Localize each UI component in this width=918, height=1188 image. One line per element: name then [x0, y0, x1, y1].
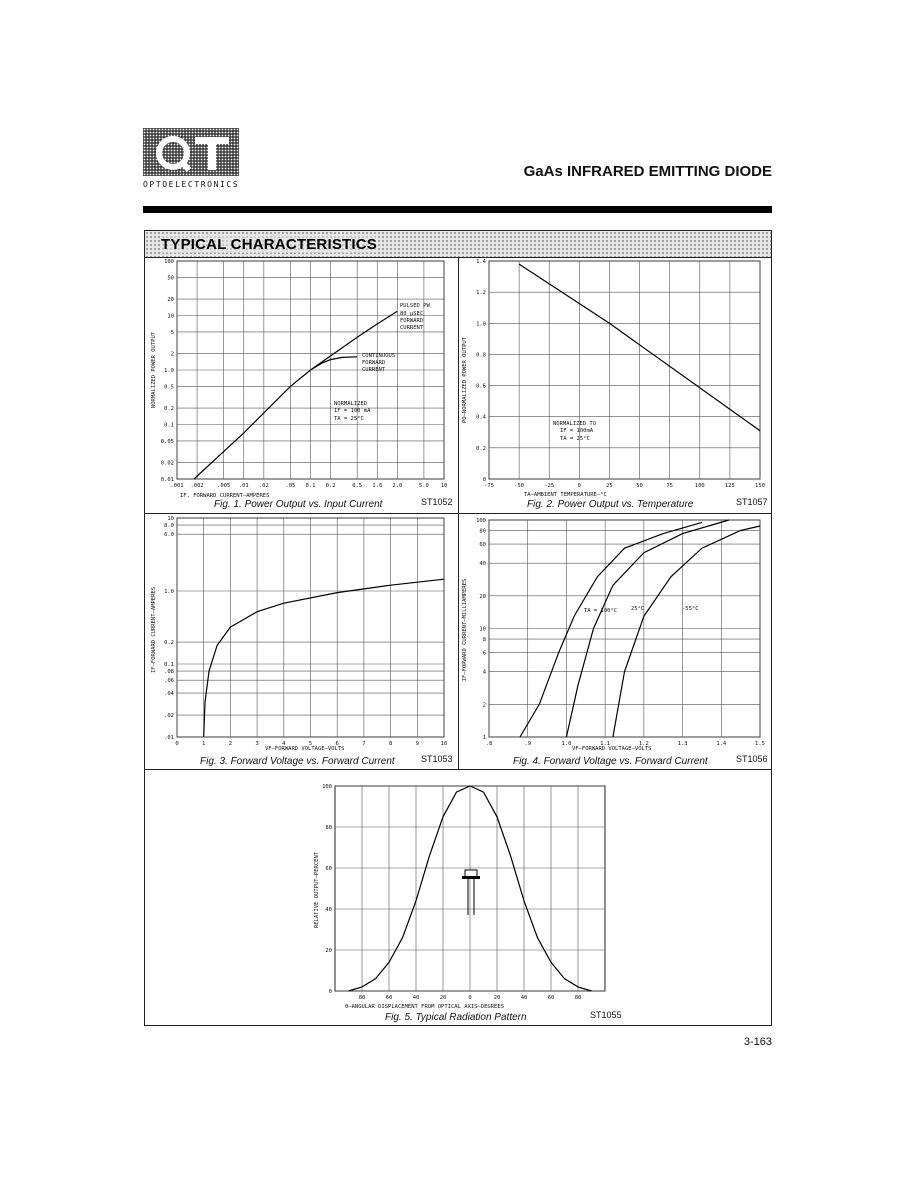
figure-4-code: ST1056	[736, 754, 768, 764]
y-tick-label: 100	[476, 518, 486, 524]
figure-3-caption: Fig. 3. Forward Voltage vs. Forward Current	[200, 756, 395, 767]
diode-outline-part	[462, 876, 480, 879]
x-tick-label: .9	[524, 741, 532, 747]
y-tick-label: 100	[164, 259, 174, 265]
y-tick-label: .01	[164, 735, 174, 741]
y-tick-label: 80	[479, 528, 486, 535]
y-tick-label: 0.8	[476, 352, 486, 359]
x-tick-label: .8	[485, 741, 493, 747]
x-tick-label: -50	[514, 483, 525, 489]
chart-annotation: FORWARD	[400, 318, 424, 324]
chart-annotation: NORMALIZED	[334, 401, 368, 407]
section-title: TYPICAL CHARACTERISTICS	[161, 236, 377, 253]
x-tick-label: 1.4	[716, 741, 727, 747]
chart-annotation: FORWARD	[362, 360, 386, 366]
x-tick-label: 8	[388, 741, 393, 747]
y-tick-label: 0	[482, 477, 486, 483]
x-tick-label: 0	[175, 741, 179, 747]
x-tick-label: -25	[544, 483, 555, 489]
y-tick-label: 0.6	[476, 383, 486, 390]
y-tick-label: 1.0	[476, 321, 486, 328]
x-tick-label: 6	[335, 741, 339, 747]
figure-5-code: ST1055	[590, 1010, 622, 1020]
x-tick-label: .001	[170, 483, 184, 489]
y-tick-label: 2	[482, 702, 486, 709]
x-tick-label: .05	[285, 483, 296, 489]
y-tick-label: 20	[479, 593, 486, 600]
x-tick-label: .01	[238, 483, 249, 489]
x-tick-label: 40	[520, 995, 528, 1001]
y-tick-label: 0.2	[164, 640, 174, 647]
x-tick-label: 0	[468, 995, 472, 1001]
x-tick-label: .02	[258, 483, 269, 489]
figure-3-code: ST1053	[421, 754, 453, 764]
figure-1-caption: Fig. 1. Power Output vs. Input Current	[214, 499, 383, 510]
figure-5-caption: Fig. 5. Typical Radiation Pattern	[385, 1012, 527, 1023]
x-tick-label: 1.3	[677, 741, 688, 747]
x-tick-label: 50	[636, 483, 643, 489]
y-axis-label: PO–NORMALIZED POWER OUTPUT	[462, 336, 468, 424]
x-tick-label: 7	[362, 741, 366, 747]
x-tick-label: 10	[440, 483, 448, 489]
y-tick-label: 20	[325, 948, 332, 954]
series-label: TA = 100°C	[584, 608, 618, 614]
chart-annotation: CURRENT	[400, 325, 424, 331]
x-tick-label: 40	[412, 995, 420, 1001]
y-tick-label: 1.4	[476, 259, 486, 265]
chart-annotation: 80 μSEC	[400, 311, 424, 317]
x-tick-label: 100	[694, 483, 705, 489]
y-tick-label: 100	[322, 784, 332, 790]
y-axis-label: RELATIVE OUTPUT–PERCENT	[314, 851, 320, 929]
figure-4-caption: Fig. 4. Forward Voltage vs. Forward Current	[513, 756, 708, 767]
y-tick-label: 0	[328, 989, 332, 995]
x-tick-label: 3	[255, 741, 259, 747]
x-axis-label: TA–AMBIENT TEMPERATURE–°C	[524, 492, 607, 498]
y-tick-label: 8.0	[164, 523, 174, 530]
x-tick-label: 1.0	[372, 483, 383, 489]
y-tick-label: 6	[482, 650, 486, 657]
y-tick-label: 40	[479, 561, 486, 568]
y-tick-label: 0.5	[164, 384, 174, 391]
x-tick-label: 1	[202, 741, 206, 747]
y-tick-label: 0.05	[160, 438, 174, 445]
y-tick-label: 50	[167, 275, 174, 282]
chart-annotation: IF = 100mA	[560, 428, 594, 434]
x-tick-label: 60	[385, 995, 393, 1001]
x-tick-label: 0.5	[352, 483, 363, 489]
y-tick-label: .06	[164, 678, 174, 685]
y-tick-label: 0.01	[160, 477, 174, 483]
y-tick-label: 1	[482, 735, 486, 741]
figure-2-caption: Fig. 2. Power Output vs. Temperature	[527, 499, 694, 510]
y-tick-label: 4	[482, 669, 486, 676]
chart-annotation: IF = 100 mA	[334, 408, 371, 414]
y-tick-label: .04	[164, 691, 174, 698]
y-tick-label: .08	[164, 669, 174, 676]
x-tick-label: 80	[574, 995, 582, 1001]
x-tick-label: 2.0	[392, 483, 403, 489]
x-tick-label: 80	[358, 995, 366, 1001]
y-tick-label: 60	[325, 866, 332, 872]
y-tick-label: 0.2	[164, 406, 174, 413]
x-tick-label: 75	[666, 483, 673, 489]
chart-annotation: CONTINUOUS	[362, 353, 396, 359]
x-tick-label: 150	[755, 483, 765, 489]
x-axis-label: θ–ANGULAR DISPLACEMENT FROM OPTICAL AXIS–DEGREES	[345, 1004, 504, 1010]
x-tick-label: 0	[577, 483, 581, 489]
page-number: 3-163	[743, 1036, 772, 1048]
y-tick-label: 0.02	[160, 460, 174, 467]
y-tick-label: 80	[325, 825, 332, 831]
y-tick-label: 1.2	[476, 290, 486, 297]
y-tick-label: 8	[482, 637, 486, 644]
y-tick-label: 5	[170, 329, 174, 336]
y-tick-label: 1.0	[164, 368, 174, 374]
y-tick-label: 0.1	[164, 662, 174, 668]
y-tick-label: 6.0	[164, 532, 174, 539]
chart-annotation: CURRENT	[362, 367, 386, 373]
x-tick-label: 5.0	[418, 483, 429, 489]
x-tick-label: 4	[282, 741, 286, 747]
x-axis-label: IF, FORWARD CURRENT–AMPERES	[180, 493, 270, 499]
y-tick-label: 10	[167, 313, 174, 320]
x-tick-label: -75	[484, 483, 494, 489]
x-tick-label: 20	[439, 995, 447, 1001]
x-tick-label: .002	[190, 483, 204, 489]
x-tick-label: 0.2	[325, 483, 336, 489]
x-tick-label: 25	[606, 483, 613, 489]
x-tick-label: 0.1	[305, 483, 316, 489]
x-tick-label: 125	[724, 483, 735, 489]
figure-1-code: ST1052	[421, 497, 453, 507]
x-tick-label: 1.5	[755, 741, 765, 747]
x-tick-label: 1.0	[561, 741, 572, 747]
x-tick-label: .005	[217, 483, 231, 489]
x-tick-label: 1.1	[600, 741, 611, 747]
y-tick-label: 20	[167, 297, 174, 304]
y-tick-label: 1.0	[164, 589, 174, 595]
y-tick-label: 0.2	[476, 445, 486, 452]
chart-annotation: PULSED PW	[400, 303, 430, 309]
y-tick-label: 10	[479, 626, 486, 633]
x-tick-label: 2	[228, 741, 233, 747]
y-tick-label: 10	[167, 516, 174, 522]
y-tick-label: 60	[479, 542, 486, 549]
x-tick-label: 5	[308, 741, 313, 747]
y-tick-label: 0.4	[476, 414, 486, 421]
x-tick-label: 10	[440, 741, 448, 747]
logo-text: OPTOELECTRONICS	[143, 180, 240, 189]
y-tick-label: 40	[325, 907, 332, 913]
y-axis-label: IF–FORWARD CURRENT–MILLIAMPERES	[462, 578, 468, 682]
chart-annotation: NORMALIZED TO	[553, 421, 597, 427]
y-tick-label: .02	[164, 713, 174, 720]
figure-2-code: ST1057	[736, 497, 768, 507]
x-axis-label: VF–FORWARD VOLTAGE–VOLTS	[572, 746, 652, 752]
diode-outline-icon	[462, 870, 480, 915]
series-label: 25°C	[631, 606, 645, 612]
chart-annotation: TA = 25°C	[560, 436, 590, 442]
document-title: GaAs INFRARED EMITTING DIODE	[523, 163, 772, 180]
series-label: -55°C	[682, 606, 699, 612]
y-axis-label: NORMALIZED POWER OUTPUT	[151, 331, 157, 409]
x-tick-label: 20	[493, 995, 501, 1001]
chart-annotation: TA = 25°C	[334, 416, 364, 422]
x-tick-label: 60	[547, 995, 555, 1001]
x-tick-label: 1.2	[638, 741, 649, 747]
y-tick-label: 2	[170, 351, 174, 358]
y-tick-label: 0.1	[164, 422, 174, 429]
x-axis-label: VF–FORWARD VOLTAGE–VOLTS	[265, 746, 345, 752]
x-tick-label: 9	[415, 741, 419, 747]
y-axis-label: IF–FORWARD CURRENT–AMPERES	[151, 586, 157, 674]
